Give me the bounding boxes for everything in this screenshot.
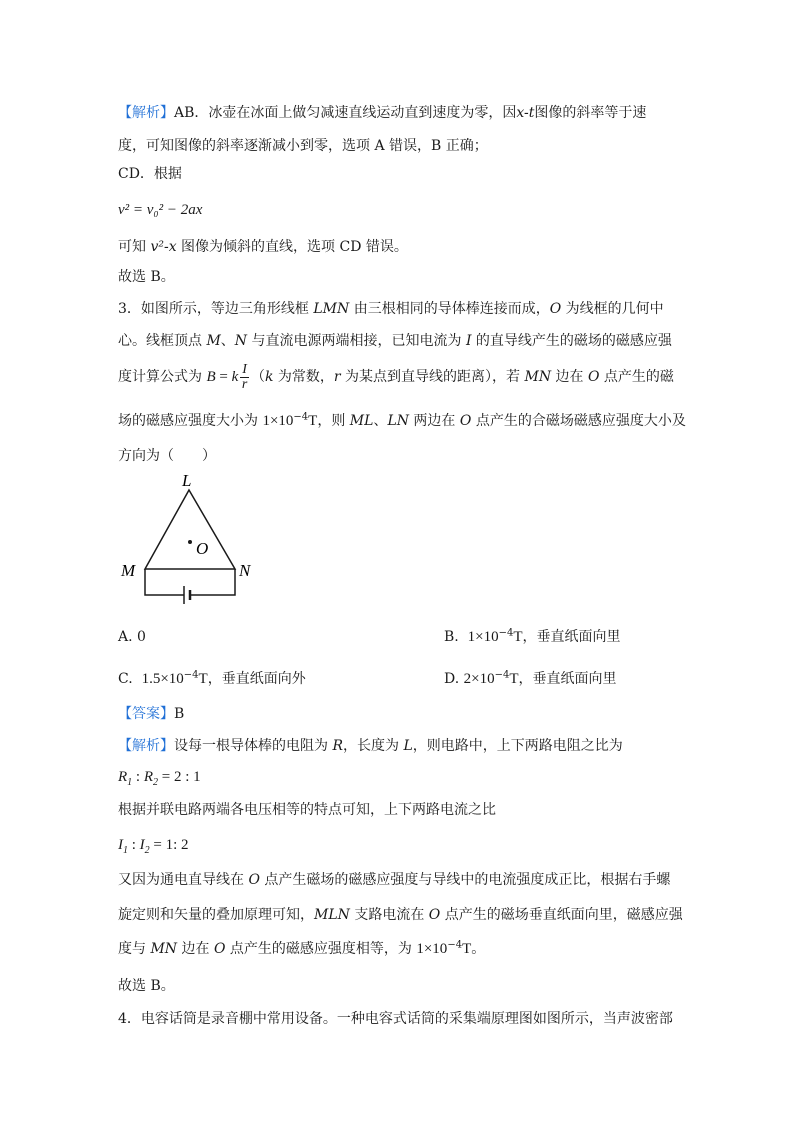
analysis1-line3: CD．根据	[118, 166, 182, 182]
analysis2-line7: 度与 MN 边在 O 点产生的磁感应强度相等，为 $1\times 10^{-4}T$。	[118, 939, 486, 957]
label-m: M	[121, 561, 136, 580]
option-b: B. $1\times 10^{-4}T$，垂直纸面向里	[444, 627, 621, 645]
answer-tag: 【答案】	[118, 706, 174, 722]
question3-line3: 度计算公式为 B = k $\frac{I}{r}$ （k 为常数，r 为某点到直导线的距离），若 MN 边在 O 点产生的磁	[118, 361, 674, 392]
wire-right	[190, 569, 235, 595]
question3-line4: 场的磁感应强度大小为 $1\times 10^{-4}T$，则 ML、LN 两边在 O 点产生的合磁场磁感应强度大小及	[118, 411, 686, 429]
label-l: L	[182, 471, 192, 490]
option-c: C. $1.5\times 10^{-4}T$，垂直纸面向外	[118, 669, 306, 687]
formula-b: B = k	[206, 369, 239, 385]
formula-v2: v² = v₀² − 2ax	[118, 202, 203, 218]
analysis2-line3: 根据并联电路两端各电压相等的特点可知，上下两路电流之比	[118, 802, 496, 818]
question3-line1: 3．如图所示，等边三角形线框 LMN 由三根相同的导体棒连接而成，O 为线框的几何中	[118, 301, 664, 317]
analysis-tag: 【解析】	[118, 738, 174, 754]
analysis1-line2: 度，可知图像的斜率逐渐减小到零，选项 A 错误，B 正确；	[118, 138, 488, 154]
analysis1-line5: 可知 v²-x 图像为倾斜的直线，选项 CD 错误。	[118, 239, 408, 255]
fraction-i-over-r: $\frac{I}{r}$	[241, 361, 248, 392]
answer-line	[118, 704, 184, 724]
question3-line2: 心。线框顶点 M、N 与直流电源两端相接，已知电流为 I 的直导线产生的磁场的磁感应强	[118, 333, 672, 349]
analysis2-line1: 【解析】设每一根导体棒的电阻为 R，长度为 L，则电路中，上下两路电阻之比为	[118, 738, 623, 754]
formula-i-ratio: $I_1$ : $I_2 = 1$: 2	[118, 837, 189, 856]
analysis2-conclusion: 故选 B。	[118, 978, 175, 994]
analysis2-line5: 又因为通电直导线在 O 点产生磁场的磁感应强度与导线中的电流强度成正比，根据右手螺	[118, 872, 671, 888]
label-n: N	[239, 561, 251, 580]
question3-line5: 方向为（ ）	[118, 448, 216, 464]
analysis1-line1: 【解析】AB．冰壶在冰面上做匀减速直线运动直到速度为零，因x-t图像的斜率等于速	[118, 105, 647, 121]
answer-value: B	[174, 706, 185, 722]
formula-r-ratio: $R_1$ : $R_2 = 2$ : 1	[118, 769, 201, 788]
option-d: D. $2\times 10^{-4}T$，垂直纸面向里	[444, 669, 617, 687]
triangle-circuit-figure	[110, 468, 270, 618]
question4-line1: 4．电容话筒是录音棚中常用设备。一种电容式话筒的采集端原理图如图所示，当声波密部	[118, 1011, 673, 1027]
option-a: A. 0	[118, 629, 146, 645]
triangle-frame	[145, 490, 235, 569]
center-point-o	[188, 540, 192, 544]
label-o: O	[196, 539, 209, 558]
analysis1-conclusion: 故选 B。	[118, 269, 175, 285]
analysis-tag: 【解析】	[118, 105, 174, 121]
analysis2-line6: 旋定则和矢量的叠加原理可知，MLN 支路电流在 O 点产生的磁场垂直纸面向里，磁感应强	[118, 907, 683, 923]
wire-left	[145, 569, 184, 595]
